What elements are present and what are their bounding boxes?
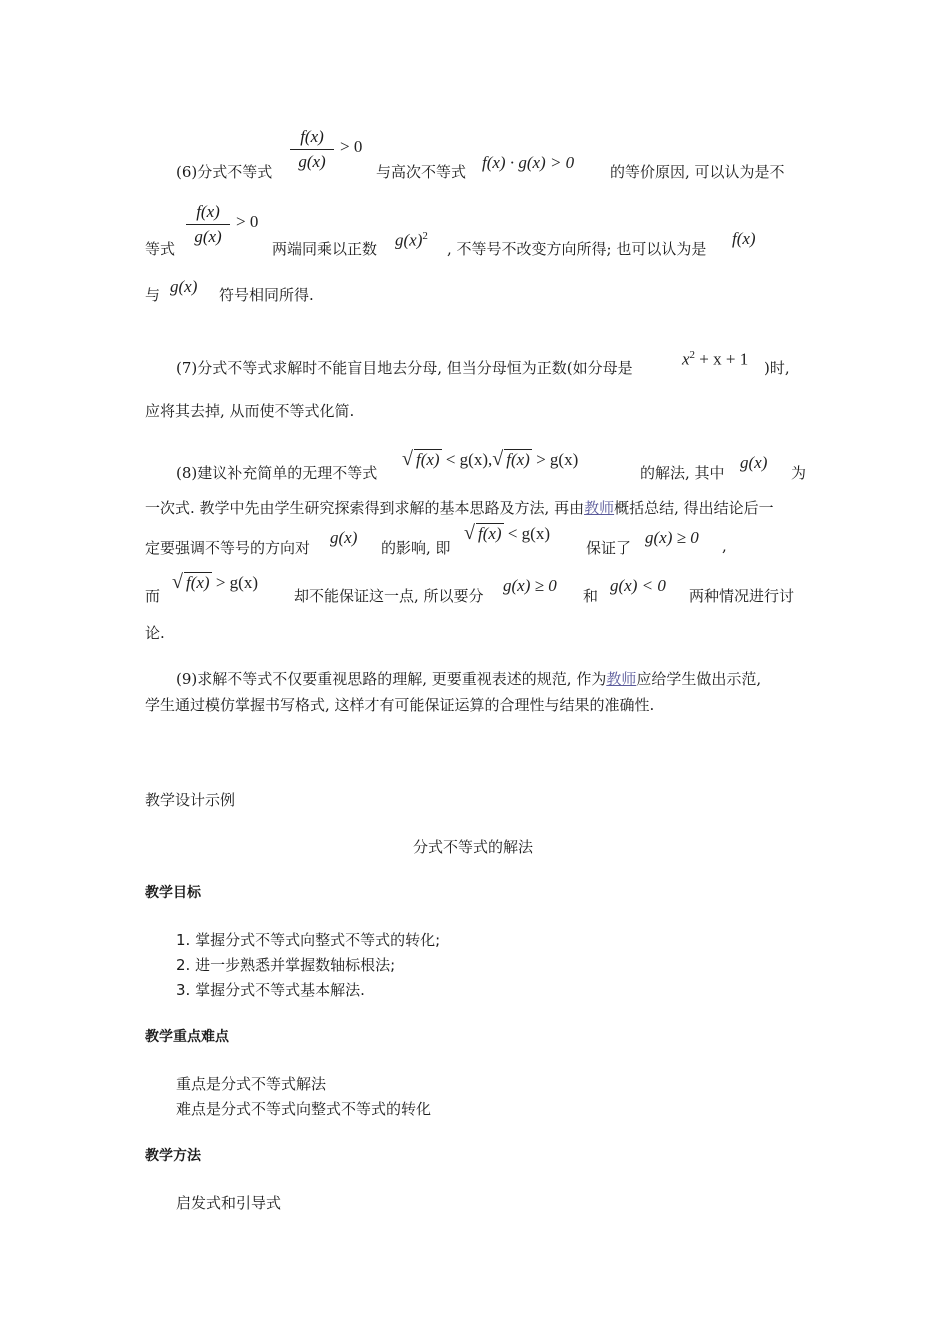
p6-text-6: 与 bbox=[145, 286, 161, 304]
p8-text-1: (8)建议补充简单的无理不等式 bbox=[176, 464, 378, 482]
fraction-f-over-g-2: f(x) g(x) bbox=[186, 202, 230, 247]
method-text: 启发式和引导式 bbox=[176, 1194, 282, 1212]
p8-text-7: 保证了 bbox=[586, 539, 632, 557]
fraction-f-over-g: f(x) g(x) bbox=[290, 127, 334, 172]
p7-text-2: )时, bbox=[764, 359, 790, 377]
radical-inequality-pair: √ f(x) < g(x),√ f(x) > g(x) bbox=[402, 448, 579, 470]
p6-text-2: 的等价原因, 可以认为是不 bbox=[610, 163, 785, 181]
g-ge-zero: g(x) ≥ 0 bbox=[645, 528, 699, 547]
p8-text-2: 的解法, 其中 bbox=[640, 464, 725, 482]
radical-lt-g: √ f(x) < g(x) bbox=[464, 522, 550, 544]
p8-text-11: 两种情况进行讨 bbox=[689, 587, 795, 605]
p8-text-10: 和 bbox=[583, 587, 599, 605]
design-heading: 教学设计示例 bbox=[145, 791, 236, 809]
p8-text-9: 却不能保证这一点, 所以要分 bbox=[294, 587, 484, 605]
gt-zero-2: > 0 bbox=[236, 212, 259, 231]
goal-item-2: 2. 进一步熟悉并掌握数轴标根法; bbox=[176, 956, 396, 974]
g-squared: $g(x)^2$ bbox=[395, 230, 428, 250]
p7-text-3: 应将其去掉, 从而使不等式化简. bbox=[145, 402, 355, 420]
goal-item-1: 1. 掌握分式不等式向整式不等式的转化; bbox=[176, 931, 441, 949]
g-ge-zero-2: g(x) ≥ 0 bbox=[503, 576, 557, 595]
teacher-link-2[interactable]: 教师 bbox=[606, 670, 637, 688]
p7-text-1: (7)分式不等式求解时不能盲目地去分母, 但当分母恒为正数(如分母是 bbox=[176, 359, 633, 377]
key-points-heading: 教学重点难点 bbox=[145, 1029, 229, 1045]
gx-symbol-2: g(x) bbox=[740, 453, 768, 472]
p9-line-1: (9)求解不等式不仅要重视思路的理解, 更要重视表述的规范, 作为教师应给学生做出示范, bbox=[176, 670, 762, 688]
gx-symbol-3: g(x) bbox=[330, 528, 358, 547]
gx-symbol: g(x) bbox=[170, 277, 198, 296]
design-title: 分式不等式的解法 bbox=[413, 838, 534, 856]
gt-zero: > 0 bbox=[340, 137, 363, 156]
p8-text-6: 的影响, 即 bbox=[381, 539, 451, 557]
goals-heading: 教学目标 bbox=[145, 885, 201, 901]
key-point-1: 重点是分式不等式解法 bbox=[176, 1075, 327, 1093]
p8-line-2: 一次式. 教学中先由学生研究探索得到求解的基本思路及方法, 再由教师概括总结, 得出结论后一 bbox=[145, 499, 774, 517]
fx-symbol: f(x) bbox=[732, 229, 756, 248]
p8-text-3: 为 bbox=[791, 464, 807, 482]
radical-gt-g: √ f(x) > g(x) bbox=[172, 571, 258, 593]
p6-text-7: 符号相同所得. bbox=[219, 286, 314, 304]
p6-text-1: 与高次不等式 bbox=[376, 163, 467, 181]
polynomial: $x^2 + x + 1$ bbox=[682, 349, 749, 369]
p8-text-12: 论. bbox=[145, 624, 165, 642]
p6-text-3: 等式 bbox=[145, 240, 176, 258]
method-heading: 教学方法 bbox=[145, 1148, 201, 1164]
p6-label: (6)分式不等式 bbox=[176, 163, 273, 181]
p9-text-2: 学生通过模仿掌握书写格式, 这样才有可能保证运算的合理性与结果的准确性. bbox=[145, 696, 655, 714]
p8-text-5: 定要强调不等号的方向对 bbox=[145, 539, 311, 557]
g-lt-zero: g(x) < 0 bbox=[610, 576, 666, 595]
p8-text-8: 而 bbox=[145, 587, 161, 605]
p6-text-5: , 不等号不改变方向所得; 也可以认为是 bbox=[447, 240, 707, 258]
teacher-link[interactable]: 教师 bbox=[584, 499, 615, 517]
p6-text-4: 两端同乘以正数 bbox=[272, 240, 378, 258]
key-point-2: 难点是分式不等式向整式不等式的转化 bbox=[176, 1100, 432, 1118]
p8-comma: , bbox=[722, 537, 727, 555]
product-inequality: f(x) · g(x) > 0 bbox=[482, 153, 575, 172]
goal-item-3: 3. 掌握分式不等式基本解法. bbox=[176, 981, 365, 999]
